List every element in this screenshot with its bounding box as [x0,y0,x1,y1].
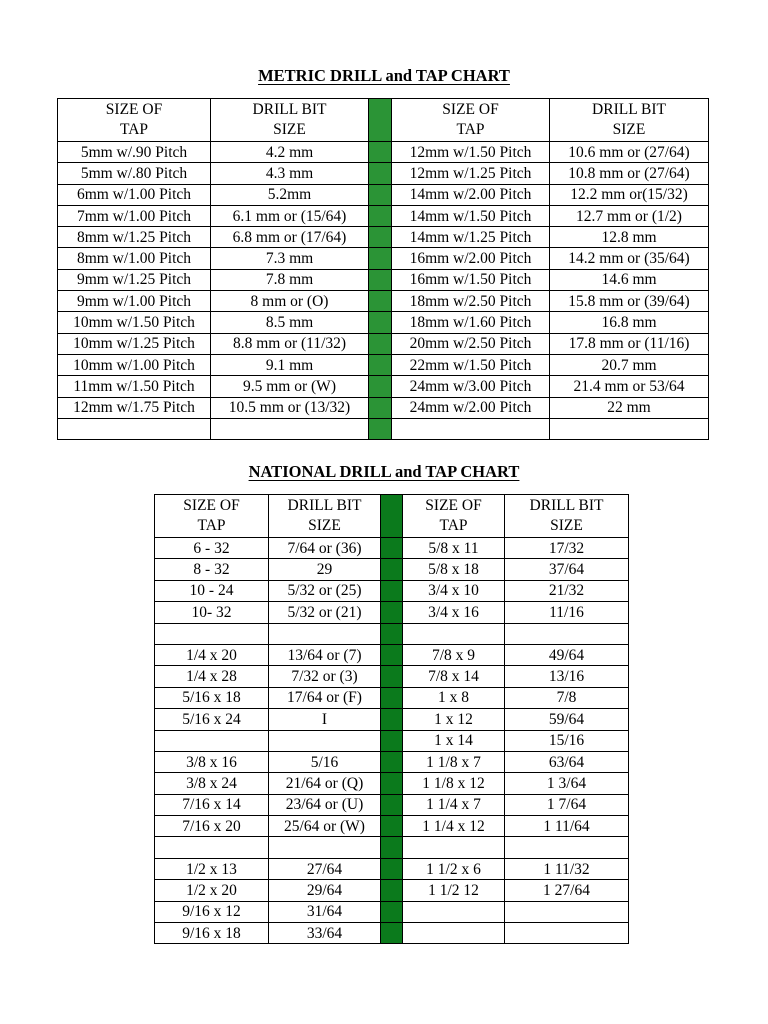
header-line-1: DRILL BIT [592,101,666,118]
table-row [155,602,629,623]
tap-size-cell: 10 - 24 [155,580,269,601]
tap-size-cell: 12mm w/1.25 Pitch [392,163,550,184]
metric-divider [369,142,392,163]
header-line-2: SIZE [273,121,306,138]
national-divider [381,923,403,944]
drill-size-cell: 17/64 or (F) [269,687,381,708]
tap-size-cell: 7/8 x 9 [403,644,505,665]
tap-size-cell: 7/8 x 14 [403,666,505,687]
drill-size-cell [505,901,629,922]
drill-size-cell: 7.3 mm [211,248,369,269]
metric-divider [369,163,392,184]
drill-size-cell [550,418,709,439]
tap-size-cell: 14mm w/2.00 Pitch [392,184,550,205]
drill-size-cell: 16.8 mm [550,312,709,333]
table-row [58,142,709,163]
tap-size-cell: 24mm w/3.00 Pitch [392,376,550,397]
table-row [58,376,709,397]
tap-size-cell: 18mm w/2.50 Pitch [392,291,550,312]
header-line-1: SIZE OF [442,101,499,118]
tap-size-cell: 1/2 x 13 [155,858,269,879]
table-row [155,773,629,794]
metric-divider [369,184,392,205]
tap-size-cell: 1 1/4 x 12 [403,816,505,837]
drill-size-cell: 14.6 mm [550,269,709,290]
national-divider [381,730,403,751]
national-divider [381,623,403,644]
national-drill-tap-table [154,494,629,944]
metric-divider [369,99,392,142]
tap-size-cell: 16mm w/2.00 Pitch [392,248,550,269]
drill-size-cell [269,837,381,858]
drill-size-cell: 9.5 mm or (W) [211,376,369,397]
national-divider [381,666,403,687]
metric-divider [369,312,392,333]
tap-size-cell [392,418,550,439]
table-row [155,901,629,922]
tap-size-cell: 24mm w/2.00 Pitch [392,397,550,418]
table-row [155,816,629,837]
tap-size-cell [403,623,505,644]
table-row [155,644,629,665]
drill-size-cell: 13/16 [505,666,629,687]
tap-size-cell: 14mm w/1.25 Pitch [392,227,550,248]
drill-size-cell: 15.8 mm or (39/64) [550,291,709,312]
table-row [58,312,709,333]
tap-size-cell: 6 - 32 [155,538,269,559]
national-divider [381,538,403,559]
tap-size-cell: 16mm w/1.50 Pitch [392,269,550,290]
tap-size-cell [403,923,505,944]
tap-size-cell: 8mm w/1.00 Pitch [58,248,211,269]
national-divider [381,709,403,730]
header-line-2: SIZE [550,517,583,534]
drill-size-cell: 33/64 [269,923,381,944]
drill-size-cell: 29/64 [269,880,381,901]
table-row [155,923,629,944]
header-line-1: SIZE OF [183,497,240,514]
drill-size-cell: 4.3 mm [211,163,369,184]
tap-size-cell: 18mm w/1.60 Pitch [392,312,550,333]
national-divider [381,495,403,538]
header-line-1: SIZE OF [105,101,163,118]
tap-size-cell: 8 - 32 [155,559,269,580]
national-divider [381,880,403,901]
tap-size-cell: 1 1/8 x 7 [403,751,505,772]
national-divider [381,687,403,708]
metric-divider [369,354,392,375]
drill-size-cell: 59/64 [505,709,629,730]
table-row [58,163,709,184]
drill-size-cell: 31/64 [269,901,381,922]
drill-size-cell: 5/16 [269,751,381,772]
table-row [58,354,709,375]
table-row [155,687,629,708]
metric-divider [369,291,392,312]
drill-size-cell: 4.2 mm [211,142,369,163]
drill-size-cell: 1 7/64 [505,794,629,815]
drill-size-cell [505,923,629,944]
tap-size-cell: 1 1/8 x 12 [403,773,505,794]
national-header-drill-size [269,495,381,538]
national-header-drill-size [505,495,629,538]
header-line-2: SIZE [612,121,646,138]
metric-drill-tap-table [57,98,709,440]
tap-size-cell: 7/16 x 20 [155,816,269,837]
tap-size-cell [155,623,269,644]
table-row [155,623,629,644]
drill-size-cell: 8.5 mm [211,312,369,333]
drill-size-cell: 63/64 [505,751,629,772]
drill-size-cell [505,623,629,644]
drill-size-cell: 21/64 or (Q) [269,773,381,794]
drill-size-cell: 8 mm or (O) [211,291,369,312]
table-row [58,418,709,439]
tap-size-cell: 3/8 x 16 [155,751,269,772]
tap-size-cell: 20mm w/2.50 Pitch [392,333,550,354]
drill-size-cell: 6.8 mm or (17/64) [211,227,369,248]
drill-size-cell: 7/64 or (36) [269,538,381,559]
table-row [155,837,629,858]
tap-size-cell [403,837,505,858]
table-row [155,559,629,580]
table-row [155,538,629,559]
drill-size-cell: 1 11/32 [505,858,629,879]
tap-size-cell: 5/8 x 18 [403,559,505,580]
drill-size-cell: 22 mm [550,397,709,418]
table-row [155,751,629,772]
metric-divider [369,269,392,290]
tap-size-cell: 1 x 12 [403,709,505,730]
national-header-tap-size [403,495,505,538]
national-divider [381,816,403,837]
drill-size-cell: 11/16 [505,602,629,623]
table-row [58,269,709,290]
tap-size-cell: 8mm w/1.25 Pitch [58,227,211,248]
table-row [58,184,709,205]
tap-size-cell: 5mm w/.90 Pitch [58,142,211,163]
national-header-row [155,495,629,538]
drill-size-cell: 13/64 or (7) [269,644,381,665]
drill-size-cell: 7/8 [505,687,629,708]
national-divider [381,644,403,665]
table-row [58,397,709,418]
tap-size-cell: 3/4 x 10 [403,580,505,601]
tap-size-cell: 1/4 x 20 [155,644,269,665]
table-row [155,709,629,730]
table-row [155,858,629,879]
drill-size-cell: 9.1 mm [211,354,369,375]
tap-size-cell: 5mm w/.80 Pitch [58,163,211,184]
national-divider [381,751,403,772]
drill-size-cell: 37/64 [505,559,629,580]
tap-size-cell: 1 1/2 x 6 [403,858,505,879]
drill-size-cell [211,418,369,439]
tap-size-cell: 14mm w/1.50 Pitch [392,205,550,226]
drill-size-cell [505,837,629,858]
national-divider [381,901,403,922]
tap-size-cell: 3/8 x 24 [155,773,269,794]
metric-header-tap-size [392,99,550,142]
national-divider [381,837,403,858]
drill-size-cell: 23/64 or (U) [269,794,381,815]
table-row [155,794,629,815]
header-line-2: TAP [456,121,485,138]
metric-divider [369,333,392,354]
drill-size-cell: 7/32 or (3) [269,666,381,687]
drill-size-cell: 5/32 or (25) [269,580,381,601]
table-row [155,580,629,601]
national-chart-title: NATIONAL DRILL and TAP CHART [248,462,520,481]
metric-divider [369,376,392,397]
tap-size-cell [403,901,505,922]
header-line-1: DRILL BIT [252,101,327,118]
drill-size-cell: 12.2 mm or(15/32) [550,184,709,205]
tap-size-cell: 1 1/4 x 7 [403,794,505,815]
drill-size-cell: 27/64 [269,858,381,879]
table-row [58,248,709,269]
national-divider [381,794,403,815]
metric-header-drill-size [550,99,709,142]
tap-size-cell: 10mm w/1.00 Pitch [58,354,211,375]
drill-size-cell: 20.7 mm [550,354,709,375]
tap-size-cell: 1 x 14 [403,730,505,751]
drill-size-cell: 25/64 or (W) [269,816,381,837]
tap-size-cell: 7mm w/1.00 Pitch [58,205,211,226]
drill-size-cell: 5.2mm [211,184,369,205]
tap-size-cell: 1/2 x 20 [155,880,269,901]
drill-size-cell [269,730,381,751]
metric-header-drill-size [211,99,369,142]
tap-size-cell: 6mm w/1.00 Pitch [58,184,211,205]
drill-size-cell: 1 27/64 [505,880,629,901]
tap-size-cell: 10mm w/1.25 Pitch [58,333,211,354]
tap-size-cell: 10- 32 [155,602,269,623]
metric-divider [369,227,392,248]
drill-size-cell: 12.8 mm [550,227,709,248]
drill-size-cell: 1 3/64 [505,773,629,794]
tap-size-cell: 9mm w/1.25 Pitch [58,269,211,290]
drill-size-cell: 15/16 [505,730,629,751]
drill-size-cell: 49/64 [505,644,629,665]
header-line-2: TAP [119,121,149,138]
national-divider [381,602,403,623]
header-line-2: TAP [439,517,468,534]
tap-size-cell: 12mm w/1.50 Pitch [392,142,550,163]
tap-size-cell: 5/16 x 18 [155,687,269,708]
tap-size-cell: 5/16 x 24 [155,709,269,730]
metric-divider [369,418,392,439]
table-row [58,333,709,354]
table-row [58,227,709,248]
metric-divider [369,205,392,226]
tap-size-cell: 1/4 x 28 [155,666,269,687]
tap-size-cell: 1 x 8 [403,687,505,708]
table-row [155,880,629,901]
national-divider [381,580,403,601]
drill-size-cell: 21/32 [505,580,629,601]
drill-size-cell: 21.4 mm or 53/64 [550,376,709,397]
national-divider [381,773,403,794]
drill-size-cell: 10.8 mm or (27/64) [550,163,709,184]
national-header-tap-size [155,495,269,538]
drill-size-cell: 1 11/64 [505,816,629,837]
drill-size-cell: 10.6 mm or (27/64) [550,142,709,163]
header-line-1: DRILL BIT [287,497,362,514]
drill-size-cell: 12.7 mm or (1/2) [550,205,709,226]
metric-divider [369,397,392,418]
table-row [58,205,709,226]
tap-size-cell: 1 1/2 12 [403,880,505,901]
tap-size-cell: 9mm w/1.00 Pitch [58,291,211,312]
drill-size-cell: 8.8 mm or (11/32) [211,333,369,354]
tap-size-cell: 11mm w/1.50 Pitch [58,376,211,397]
drill-size-cell: I [269,709,381,730]
national-divider [381,559,403,580]
drill-size-cell: 29 [269,559,381,580]
header-line-1: DRILL BIT [529,497,604,514]
drill-size-cell: 7.8 mm [211,269,369,290]
tap-size-cell: 9/16 x 12 [155,901,269,922]
drill-size-cell: 17/32 [505,538,629,559]
tap-size-cell [155,730,269,751]
tap-size-cell [58,418,211,439]
drill-size-cell: 14.2 mm or (35/64) [550,248,709,269]
national-divider [381,858,403,879]
header-line-1: SIZE OF [425,497,482,514]
metric-header-row [58,99,709,142]
metric-divider [369,248,392,269]
metric-header-tap-size [58,99,211,142]
drill-size-cell: 6.1 mm or (15/64) [211,205,369,226]
tap-size-cell: 9/16 x 18 [155,923,269,944]
tap-size-cell: 3/4 x 16 [403,602,505,623]
drill-size-cell [269,623,381,644]
metric-chart-title: METRIC DRILL and TAP CHART [258,66,510,85]
tap-size-cell: 22mm w/1.50 Pitch [392,354,550,375]
tap-size-cell: 5/8 x 11 [403,538,505,559]
drill-size-cell: 17.8 mm or (11/16) [550,333,709,354]
drill-size-cell: 5/32 or (21) [269,602,381,623]
tap-size-cell [155,837,269,858]
table-row [155,666,629,687]
table-row [58,291,709,312]
header-line-2: SIZE [308,517,341,534]
table-row [155,730,629,751]
tap-size-cell: 7/16 x 14 [155,794,269,815]
drill-size-cell: 10.5 mm or (13/32) [211,397,369,418]
tap-size-cell: 10mm w/1.50 Pitch [58,312,211,333]
header-line-2: TAP [197,517,226,534]
tap-size-cell: 12mm w/1.75 Pitch [58,397,211,418]
